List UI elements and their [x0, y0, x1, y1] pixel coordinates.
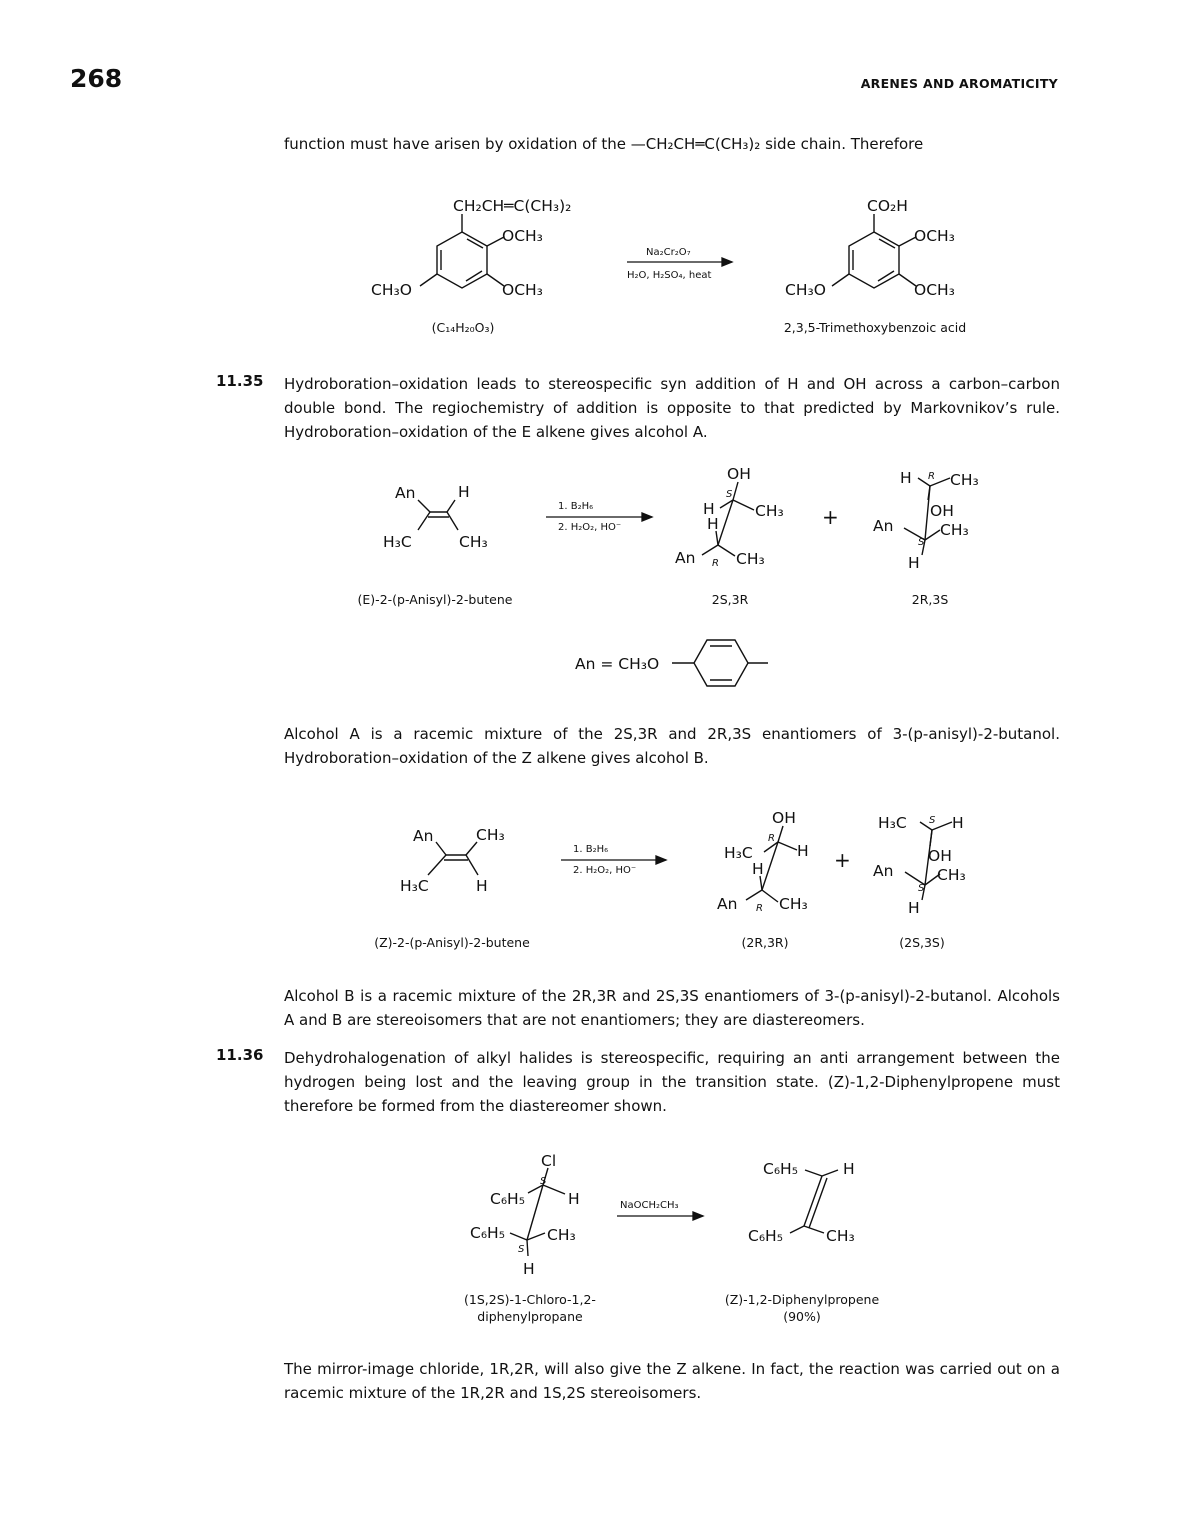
start-formula-caption: (C₁₄H₂₀O₃)	[431, 320, 495, 335]
r-label-p3b: R	[756, 903, 763, 914]
c6h5-label-4: C₆H₅	[748, 1227, 783, 1245]
h-label-p4b: H	[908, 899, 920, 917]
running-title: ARENES AND AROMATICITY	[860, 76, 1058, 91]
oh-label-p3: OH	[772, 809, 796, 827]
e-alkene-structure	[418, 500, 458, 530]
h3c-label-p3: H₃C	[724, 844, 753, 862]
an-label-p4: An	[873, 862, 894, 880]
och3-label-3: OCH₃	[914, 227, 955, 245]
intro-text: function must have arisen by oxidation of the —CH₂CH═C(CH₃)₂ side chain. Therefore	[284, 135, 924, 153]
an-label-p1: An	[675, 549, 696, 567]
alcohol-a-text: Alcohol A is a racemic mixture of the 2S,3R and 2R,3S enantiomers of 3-(p-anisyl)-2-butanol. Hydroboration–oxidation of the Z alkene gives alcohol B.	[284, 725, 1060, 767]
reaction-arrow-1	[627, 258, 732, 266]
h-label-p3a: H	[797, 842, 809, 860]
chloride-caption-line1: (1S,2S)-1-Chloro-1,2-	[464, 1292, 596, 1307]
h3c-label-p4: H₃C	[878, 814, 907, 832]
h-label-c1: H	[568, 1190, 580, 1208]
benzene-ring-start	[420, 214, 504, 288]
final-text: The mirror-image chloride, 1R,2R, will also give the Z alkene. In fact, the reaction was carried out on a racemic mixture of the 1R,2R and 1S,2S stereoisomers.	[284, 1360, 1060, 1402]
problem-11-35-text: Hydroboration–oxidation leads to stereospecific syn addition of H and OH across a carbon–carbon double bond. The regiochemistry of addition is opposite to that predicted by Markovnikov’s rule. Hydroboration–oxidation of the E alkene gives alcohol A.	[284, 375, 1060, 441]
reagent-b2h6-1: 1. B₂H₆	[558, 501, 594, 512]
r-label-p2: R	[928, 471, 935, 482]
c6h5-label-1: C₆H₅	[490, 1190, 525, 1208]
h3c-label-e: H₃C	[383, 533, 412, 551]
s-label-p2: S	[918, 537, 925, 548]
reagent-h2o2-2: 2. H₂O₂, HO⁻	[573, 865, 637, 876]
h-label-p3b: H	[752, 860, 764, 878]
e-alkene-caption: (E)-2-(p-Anisyl)-2-butene	[357, 592, 513, 607]
h-label-p2b: H	[908, 554, 920, 572]
ch3-label-p1b: CH₃	[736, 550, 765, 568]
product-group-label: CO₂H	[867, 197, 908, 215]
product-2s3s-caption: (2S,3S)	[899, 935, 945, 950]
reagent-h2o2-1: 2. H₂O₂, HO⁻	[558, 522, 622, 533]
c6h5-label-2: C₆H₅	[470, 1224, 505, 1242]
och3-label-1: OCH₃	[502, 227, 543, 245]
ch3o-label-2: CH₃O	[785, 281, 826, 299]
plus-sign-1: +	[822, 505, 839, 529]
problem-number-11-36: 11.36	[216, 1046, 264, 1064]
an-label-z: An	[413, 827, 434, 845]
h-label-p2a: H	[900, 469, 912, 487]
z-alkene-caption: (Z)-2-(p-Anisyl)-2-butene	[374, 935, 530, 950]
oh-label-p4: OH	[928, 847, 952, 865]
cl-label: Cl	[541, 1152, 557, 1170]
h-label-alkene: H	[843, 1160, 855, 1178]
page-number: 268	[70, 64, 123, 93]
ch3-label-p1a: CH₃	[755, 502, 784, 520]
product-2s3r-caption: 2S,3R	[711, 592, 749, 607]
reaction-arrow-3	[561, 856, 666, 864]
reagent-oxidant: Na₂Cr₂O₇	[646, 247, 691, 258]
s-label-p1: S	[726, 489, 733, 500]
reaction-arrow-2	[546, 513, 652, 521]
product-name-caption: 2,3,5-Trimethoxybenzoic acid	[783, 320, 967, 335]
h-label-p4a: H	[952, 814, 964, 832]
h3c-label-z: H₃C	[400, 877, 429, 895]
plus-sign-2: +	[834, 848, 851, 872]
s-label-c2: S	[518, 1244, 525, 1255]
h-label-e: H	[458, 483, 470, 501]
reagent-b2h6-2: 1. B₂H₆	[573, 844, 609, 855]
product-2r3s-caption: 2R,3S	[911, 592, 949, 607]
ch3-label-p2b: CH₃	[940, 521, 969, 539]
chloride-caption-line2: diphenylpropane	[477, 1309, 583, 1324]
diphenylpropene-structure	[790, 1170, 838, 1233]
s-label-p4a: S	[929, 815, 936, 826]
s-label-c1: S	[540, 1176, 547, 1187]
reaction-arrow-4	[617, 1212, 703, 1220]
product-2r3r-caption: (2R,3R)	[741, 935, 789, 950]
an-definition: An = CH₃O	[575, 655, 660, 673]
an-label-p2: An	[873, 517, 894, 535]
alcohol-b-text: Alcohol B is a racemic mixture of the 2R,3R and 2S,3S enantiomers of 3-(p-anisyl)-2-butanol. Alcohols A and B are stereoisomers that are not enantiomers; they are diastereomers.	[284, 987, 1060, 1029]
start-sidechain-label: CH₂CH═C(CH₃)₂	[453, 197, 572, 215]
ch3-label-p3: CH₃	[779, 895, 808, 913]
ch3-label-p4: CH₃	[937, 866, 966, 884]
s-label-p4b: S	[918, 883, 925, 894]
ch3o-label-1: CH₃O	[371, 281, 412, 299]
r-label-p1: R	[712, 558, 719, 569]
h-label-c2: H	[523, 1260, 535, 1278]
c6h5-label-3: C₆H₅	[763, 1160, 798, 1178]
ch3-label-z: CH₃	[476, 826, 505, 844]
ch3-label-alkene: CH₃	[826, 1227, 855, 1245]
z-alkene-structure	[428, 842, 478, 875]
anisyl-ring	[672, 640, 768, 686]
ch3-label-p2a: CH₃	[950, 471, 979, 489]
yield-caption: (90%)	[783, 1309, 821, 1324]
r-label-p3a: R	[768, 833, 775, 844]
och3-label-2: OCH₃	[502, 281, 543, 299]
propene-caption: (Z)-1,2-Diphenylpropene	[724, 1292, 880, 1307]
h-label-p1a: H	[703, 500, 715, 518]
ch3-label-c2: CH₃	[547, 1226, 576, 1244]
benzene-ring-product	[832, 214, 916, 288]
och3-label-4: OCH₃	[914, 281, 955, 299]
ch3-label-e: CH₃	[459, 533, 488, 551]
an-label-p3: An	[717, 895, 738, 913]
reagent-ethoxide: NaOCH₂CH₃	[620, 1200, 679, 1211]
reagent-conditions: H₂O, H₂SO₄, heat	[627, 270, 712, 281]
h-label-z: H	[476, 877, 488, 895]
oh-label-p1: OH	[727, 465, 751, 483]
h-label-p1b: H	[707, 515, 719, 533]
oh-label-p2: OH	[930, 502, 954, 520]
problem-number-11-35: 11.35	[216, 372, 264, 390]
an-label-e: An	[395, 484, 416, 502]
problem-11-36-text: Dehydrohalogenation of alkyl halides is stereospecific, requiring an anti arrangement between the hydrogen being lost and the leaving group in the transition state. (Z)-1,2-Diphenylpropene must therefore be formed from the diastereomer shown.	[284, 1049, 1060, 1115]
